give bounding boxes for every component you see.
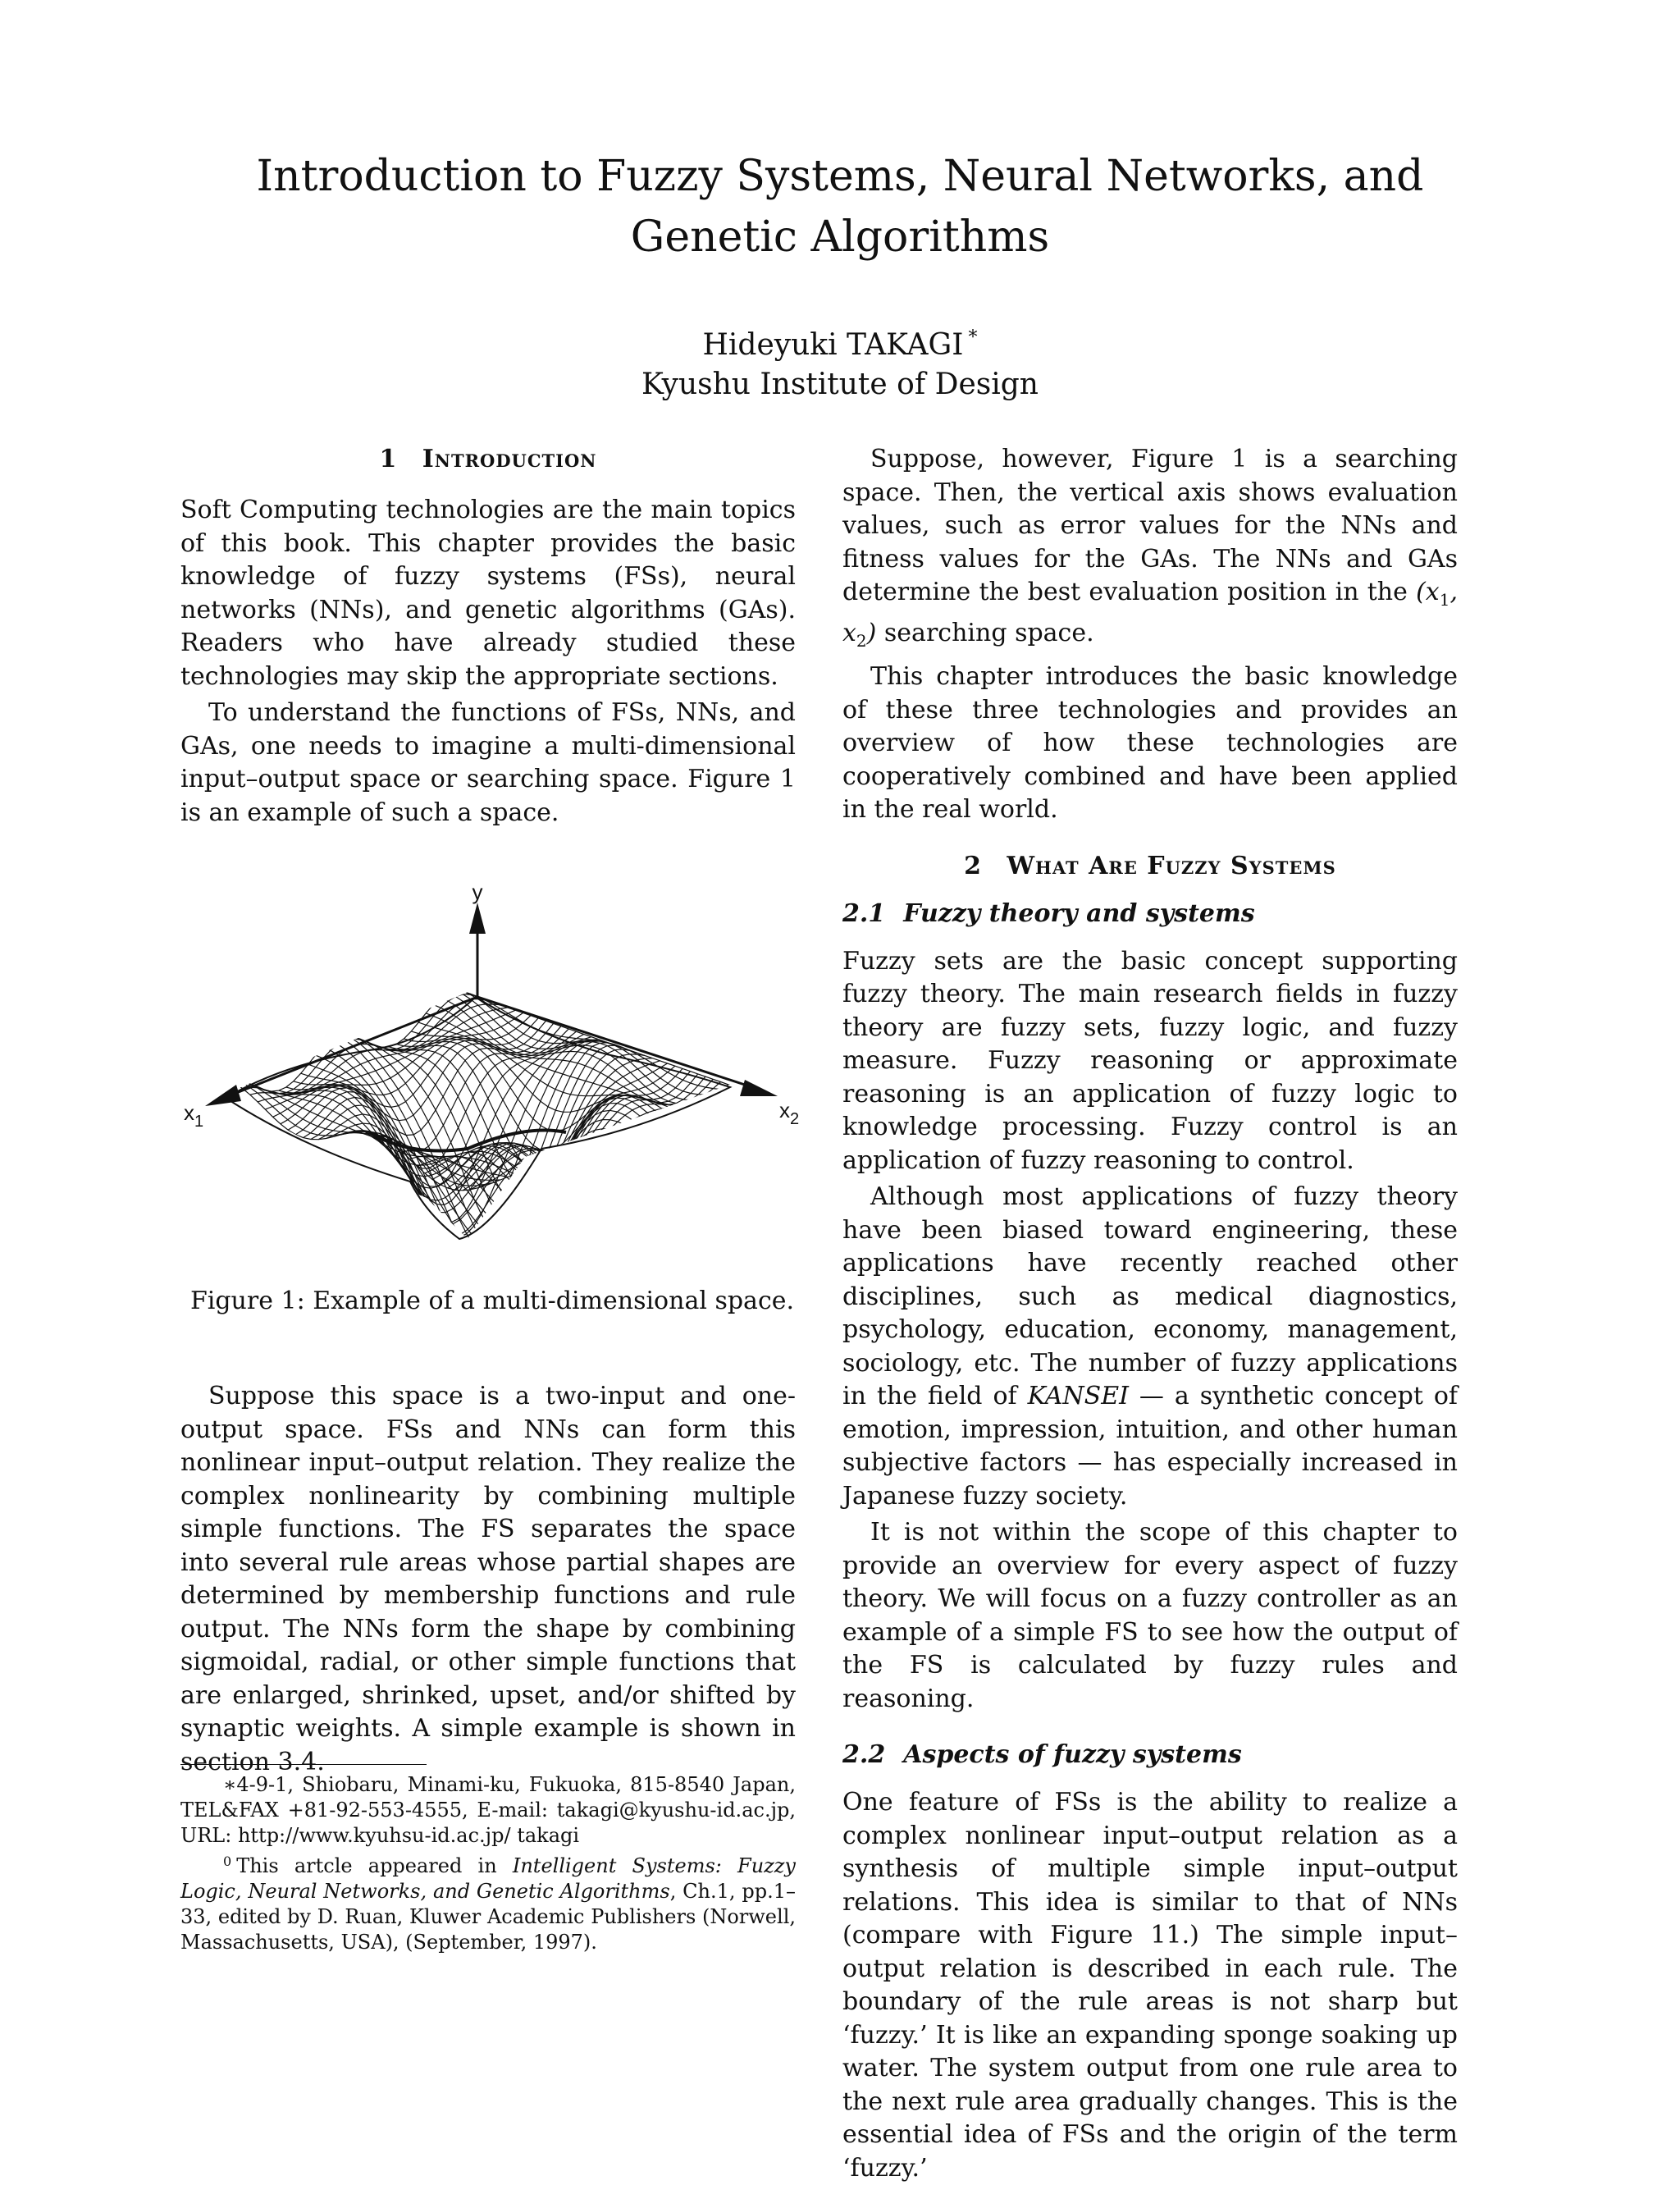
- paragraph-space-description: Suppose this space is a two-input and one-output space. FSs and NNs can form this nonlinear input–output relation. They realize the complex nonlinearity by combining multiple simple functions. The FS separates the space into several rule areas whose partial shapes are determined by membership functions and rule output. The NNs form the shape by combining sigmoidal, radial, or other simple functions that are enlarged, shrinked, upset, and/or shifted by synaptic weights. A simple example is shown in section 3.4.: [180, 1382, 796, 1776]
- x1-axis-arrow: [205, 1085, 241, 1106]
- paragraph-searching-space: Suppose, however, Figure 1 is a searching space. Then, the vertical axis shows evaluation values, such as error values for the NNs and fitness values for the GAs. The NNs and GAs determine the best evaluation position in the ($x_1$, $x_2$) searching space.: [842, 445, 1458, 651]
- x2-axis-arrow: [740, 1080, 778, 1096]
- x2-axis-line: [477, 997, 755, 1088]
- x1-axis-line: [228, 997, 477, 1096]
- mesh-line: [463, 991, 721, 1095]
- section-1-heading: [180, 443, 796, 476]
- section-1-title: Introduction: [422, 445, 597, 473]
- y-axis-label: y: [472, 886, 483, 904]
- paper-title: Introduction to Fuzzy Systems, Neural Networks, and Genetic Algorithms: [256, 152, 1424, 262]
- author-footnote-mark: *: [968, 327, 978, 348]
- mesh-line: [227, 991, 477, 1091]
- author-name: Hideyuki TAKAGI: [702, 328, 964, 362]
- footnote-rule: [180, 1764, 427, 1765]
- subsection-2-2-heading: 2.2 Aspects of fuzzy systems: [842, 1740, 1242, 1769]
- author-block: [180, 318, 1500, 405]
- subsection-2-1-heading: 2.1 Fuzzy theory and systems: [842, 898, 1255, 928]
- x1-axis-label: $x_1$: [184, 1100, 204, 1131]
- figure-1-surface-plot: [180, 886, 804, 1264]
- footnote-publication: $^0$ This artcle appeared in Intelligent Systems: Fuzzy Logic, Neural Networks, and Genetic Algorithms, Ch.1, pp.1–33, edited by D. Ruan, Kluwer Academic Publishers (Norwell, Massachusetts, USA), (September, 1997).: [180, 1854, 796, 1954]
- mesh-line: [281, 1016, 531, 1124]
- footnotes: [180, 1772, 796, 1955]
- figure-1-caption: Figure 1: Example of a multi-dimensional space.: [189, 1287, 795, 1315]
- math-x1-x2: ($x_1$, $x_2$): [842, 578, 1458, 651]
- paragraph-intro-2: To understand the functions of FSs, NNs, and GAs, one needs to imagine a multi-dimensional input–output space or searching space. Figure 1 is an example of such a space.: [180, 698, 796, 827]
- x2-axis-label: $x_2$: [779, 1098, 800, 1128]
- section-1-number: 1: [379, 445, 397, 473]
- section-2-title: What Are Fuzzy Systems: [1007, 851, 1336, 880]
- section-2-heading: [842, 850, 1458, 883]
- paragraph-fuzzy-applications: Although most applications of fuzzy theory have been biased toward engineering, these applications have recently reached other disciplines, such as medical diagnostics, psychology, education, economy, management, sociology, etc. The number of fuzzy applications in the field of KANSEI — a synthetic concept of emotion, impression, intuition, and other human subjective factors — has especially increased in Japanese fuzzy society.: [842, 1182, 1459, 1511]
- paragraph-fuzzy-theory: Fuzzy sets are the basic concept supporting fuzzy theory. The main research fields in fuzzy theory are fuzzy sets, fuzzy logic, and fuzzy measure. Fuzzy reasoning or approximate reasoning is an application of fuzzy logic to knowledge processing. Fuzzy control is an application of fuzzy reasoning to control.: [842, 946, 1458, 1175]
- mesh-line: [448, 1074, 698, 1188]
- footnote-2-mark: 0: [223, 1854, 232, 1869]
- footnote-author-contact: ∗4-9-1, Shiobaru, Minami-ku, Fukuoka, 815-8540 Japan, TEL&FAX +81-92-553-4555, E-mail: takagi@kyushu-id.ac.jp, URL: http://www.kyuhsu-id.ac.jp/ takagi: [180, 1773, 796, 1847]
- paragraph-scope: It is not within the scope of this chapter to provide an overview for every aspect of fuzzy theory. We will focus on a fuzzy controller as an example of a simple FS to see how the output of the FS is calculated by fuzzy rules and reasoning.: [842, 1518, 1458, 1713]
- paragraph-intro-1: Soft Computing technologies are the main topics of this book. This chapter provides the basic knowledge of fuzzy systems (FSs), neural networks (NNs), and genetic algorithms (GAs). Readers who have already studied these technologies may skip the appropriate sections.: [180, 496, 796, 691]
- paragraph-chapter-overview: This chapter introduces the basic knowledge of these three technologies and provides an overview of how these technologies are cooperatively combined and have been applied in the real world.: [842, 662, 1458, 824]
- paragraph-fs-features: One feature of FSs is the ability to realize a complex nonlinear input–output relation as a synthesis of multiple simple input–output relations. This idea is similar to that of NNs (compare with Figure 11.) The simple input–output relation is described in each rule. The boundary of the rule areas is not sharp but ‘fuzzy.’ It is like an expanding sponge soaking up water. The system output from one rule area to the next rule area gradually changes. This is the essential idea of FSs and the origin of the term ‘fuzzy.’: [842, 1788, 1458, 2183]
- y-axis-arrow: [469, 903, 486, 934]
- author-line: [180, 318, 1500, 365]
- left-column-top: [180, 443, 796, 830]
- right-column: [842, 443, 1458, 2185]
- section-2-number: 2: [964, 851, 981, 880]
- mesh-line: [395, 1054, 645, 1240]
- mesh-line: [264, 1090, 523, 1172]
- left-column-bottom: [180, 1380, 796, 1779]
- surface-mesh: [227, 991, 736, 1259]
- mesh-line: [227, 1080, 486, 1191]
- author-affiliation: Kyushu Institute of Design: [641, 368, 1039, 401]
